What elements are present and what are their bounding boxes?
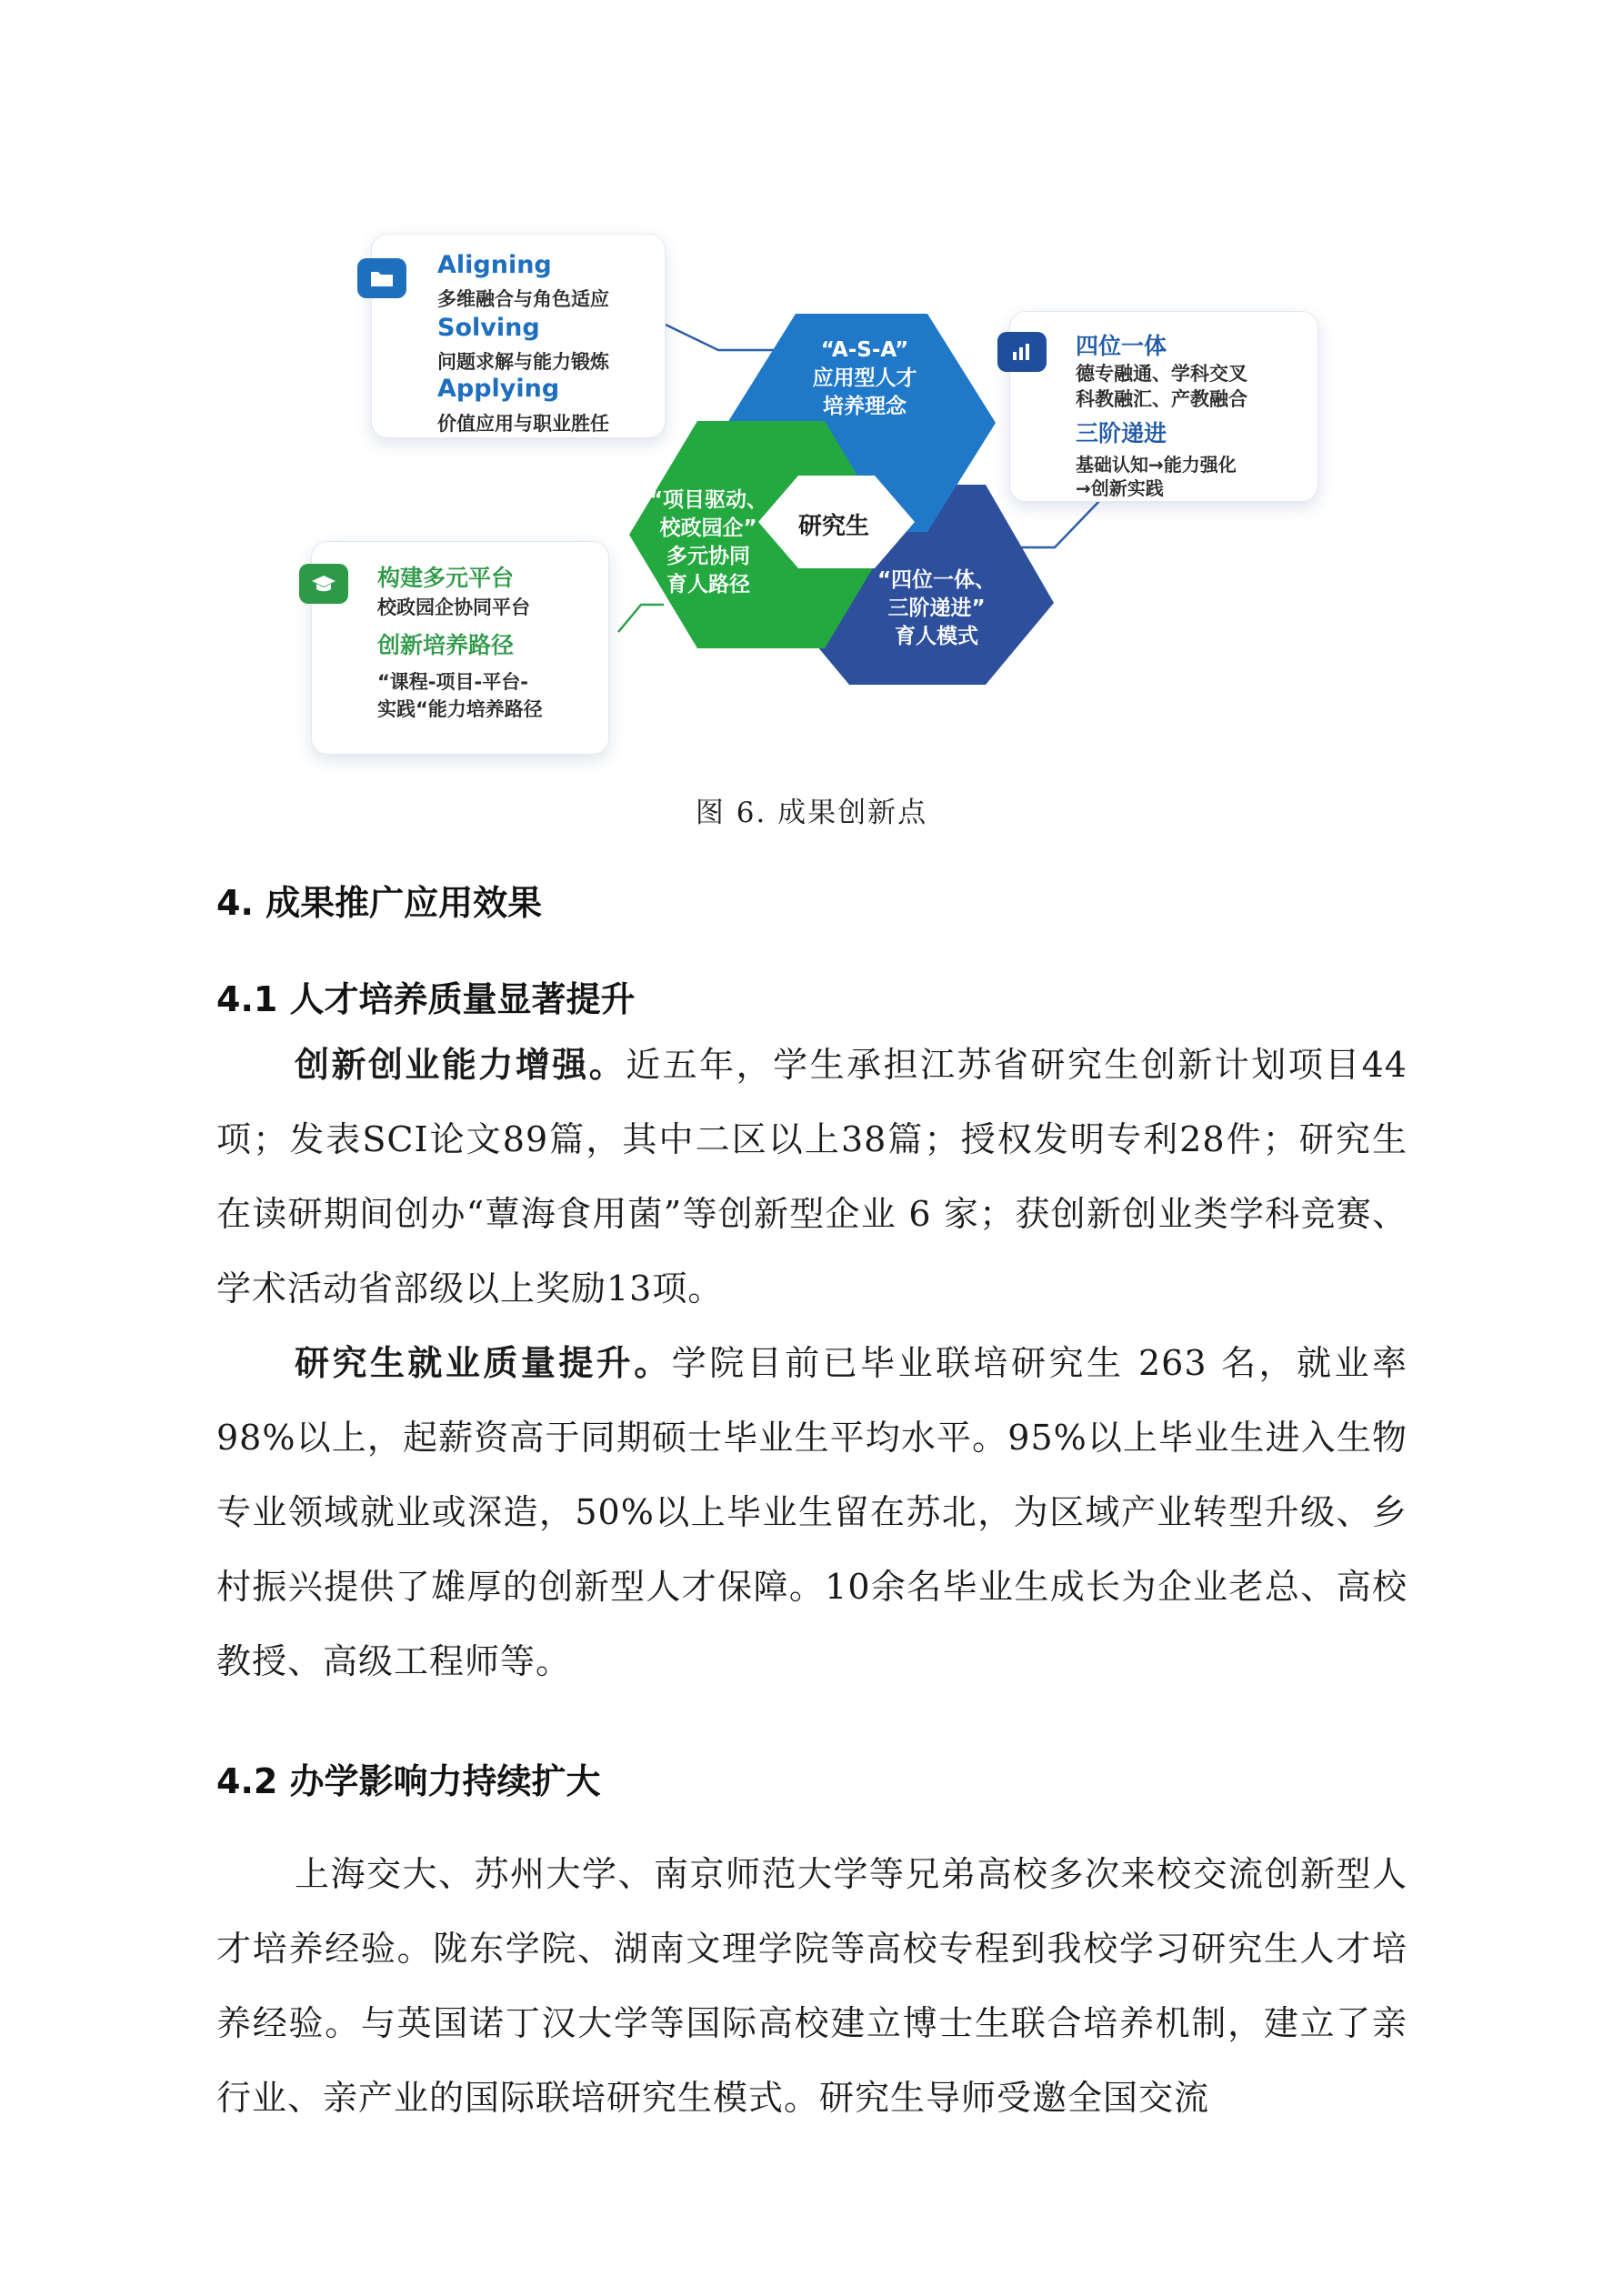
paragraph-employment-text: 学院目前已毕业联培研究生 263 名，就业率98%以上，起薪资高于同期硕士毕业生平均水平。95%以上毕业生进入生物专业领域就业或深造，50%以上毕业生留在苏北，为区域产业转型升级、乡村振兴提供了雄厚的创新型人才保障。10余名毕业生成长为企业老总、高校教授、高级工程师等。 bbox=[216, 1343, 1408, 1681]
solving-label: Solving bbox=[437, 314, 540, 342]
hex-green-left-text: “项目驱动、 校政园企” 多元协同 育人路径 bbox=[648, 488, 768, 597]
figure-caption: 图 6. 成果创新点 bbox=[695, 797, 928, 829]
hex-navy-right-text: “四位一体、 三阶递进” 育人模式 bbox=[877, 568, 997, 648]
card-platform bbox=[311, 541, 609, 755]
graduation-cap-icon bbox=[299, 564, 348, 604]
three-stage-title: 三阶递进 bbox=[1076, 420, 1167, 446]
hex-blue-top-text: “A-S-A” 应用型人才 培养理念 bbox=[812, 338, 917, 418]
innovation-figure bbox=[300, 223, 1346, 768]
card-asa bbox=[371, 234, 666, 438]
platform-title: 构建多元平台 bbox=[377, 565, 515, 591]
center-label: 研究生 bbox=[798, 513, 870, 540]
applying-label: Applying bbox=[437, 375, 560, 403]
path-title: 创新培养路径 bbox=[377, 632, 515, 658]
applying-desc: 价值应用与职业胜任 bbox=[437, 413, 609, 435]
paragraph-influence: 上海交大、苏州大学、南京师范大学等兄弟高校多次来校交流创新型人才培养经验。陇东学院、湖南文理学院等高校专程到我校学习研究生人才培养经验。与英国诺丁汉大学等国际高校建立博士生联合培养机制，建立了亲行业、亲产业的国际联培研究生模式。研究生导师受邀全国交流 bbox=[216, 1854, 1408, 2118]
paragraph-employment-lead: 研究生就业质量提升。 bbox=[295, 1343, 672, 1383]
three-stage-desc-1: 基础认知→能力强化 bbox=[1076, 454, 1237, 476]
section-4-2-heading: 4.2 办学影响力持续扩大 bbox=[216, 1761, 601, 1801]
paragraph-innovation-text: 近五年，学生承担江苏省研究生创新计划项目44项；发表SCI论文89篇，其中二区以上38篇；授权发明专利28件；研究生在读研期间创办“蕈海食用菌”等创新型企业 6 家；获创新创业类学科竞赛、学术活动省部级以上奖励13项。 bbox=[216, 1045, 1408, 1308]
path-desc-1: “课程-项目-平台- bbox=[377, 671, 528, 693]
four-in-one-desc-2: 科教融汇、产教融合 bbox=[1076, 388, 1247, 410]
four-in-one-title: 四位一体 bbox=[1076, 333, 1167, 359]
bar-chart-icon bbox=[997, 332, 1047, 372]
section-4-1-heading: 4.1 人才培养质量显著提升 bbox=[216, 979, 636, 1019]
solving-desc: 问题求解与能力锻炼 bbox=[437, 351, 609, 373]
section-4-heading: 4. 成果推广应用效果 bbox=[216, 883, 543, 923]
aligning-desc: 多维融合与角色适应 bbox=[437, 288, 609, 310]
paragraph-innovation bbox=[216, 1028, 1408, 1326]
paragraph-employment bbox=[216, 1326, 1408, 1699]
folder-icon bbox=[357, 258, 406, 298]
aligning-label: Aligning bbox=[437, 251, 552, 279]
card-four-in-one bbox=[1009, 311, 1318, 502]
three-stage-desc-2: →创新实践 bbox=[1076, 477, 1164, 499]
platform-desc: 校政园企协同平台 bbox=[377, 597, 530, 618]
path-desc-2: 实践“能力培养路径 bbox=[377, 698, 543, 720]
paragraph-innovation-lead: 创新创业能力增强。 bbox=[295, 1045, 626, 1085]
four-in-one-desc-1: 德专融通、学科交叉 bbox=[1076, 363, 1247, 385]
